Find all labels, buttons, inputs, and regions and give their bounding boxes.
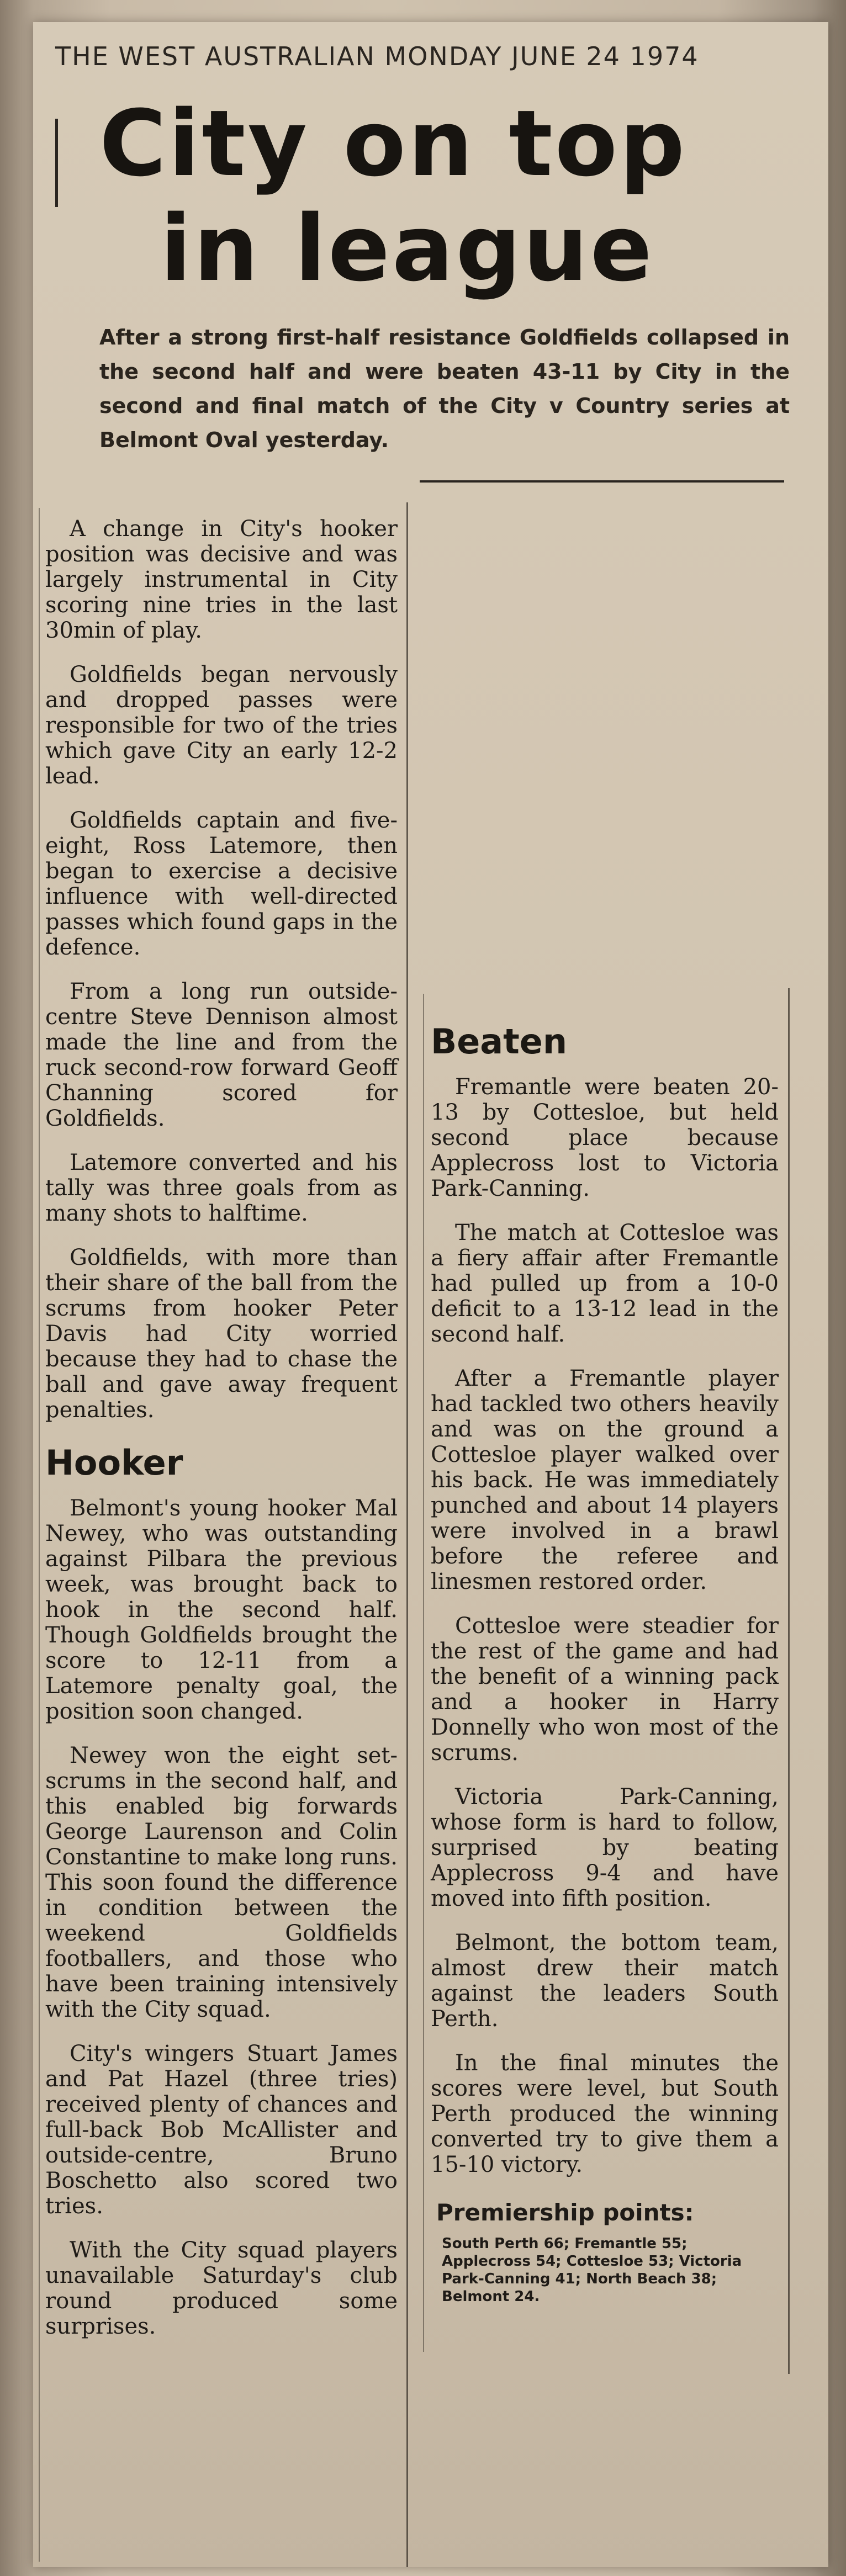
article-column-2 xyxy=(431,1016,779,2305)
paragraph: Belmont's young hooker Mal Newey, who was outstanding against Pilbara the previous week, was brought back to hook in the second half. Though Goldfields brought the score to 12-11 from a Latemore penalty goal, the position soon changed. xyxy=(45,1496,398,1724)
subhead-hooker: Hooker xyxy=(45,1443,183,1483)
paragraph: After a Fremantle player had tackled two others heavily and was on the ground a Cottesloe player walked over his back. He was immediately punched and about 14 players were involved in a brawl before the referee and linesmen restored order. xyxy=(431,1366,779,1594)
column-divider xyxy=(406,502,408,2567)
premiership-points-label: Premiership points: xyxy=(436,2199,694,2226)
subhead-beaten: Beaten xyxy=(431,1021,567,1062)
headline-line-1: City on top xyxy=(99,91,688,197)
column-2-left-rule xyxy=(423,994,424,2352)
paragraph: Cottesloe were steadier for the rest of the game and had the benefit of a winning pack and a hooker in Harry Donnelly who won most of the scrums. xyxy=(431,1613,779,1766)
paragraph: The match at Cottesloe was a fiery affair after Fremantle had pulled up from a 10-0 deficit to a 13-12 lead in the second half. xyxy=(431,1220,779,1347)
paragraph: Victoria Park-Canning, whose form is hard to follow, surprised by beating Applecross 9-4 and have moved into fifth position. xyxy=(431,1784,779,1911)
paragraph: Newey won the eight set-scrums in the second half, and this enabled big forwards George Laurenson and Colin Constantine to make long runs. This soon found the difference in condition between the weekend Goldfields footballers, and those who have been training intensively with the City squad. xyxy=(45,1743,398,2022)
standfirst-rule xyxy=(420,480,784,483)
column-1-left-rule xyxy=(39,508,40,2562)
paragraph: From a long run outside-centre Steve Dennison almost made the line and from the ruck second-row forward Geoff Channing scored for Goldfields. xyxy=(45,979,398,1131)
headline-rule xyxy=(55,119,58,207)
column-2-right-rule xyxy=(788,988,790,2374)
article-column-1 xyxy=(45,516,398,2358)
paragraph: City's wingers Stuart James and Pat Hazel (three tries) received plenty of chances and full-back Bob McAllister and outside-centre, Bruno Boschetto also scored two tries. xyxy=(45,2041,398,2219)
headline xyxy=(61,91,779,301)
paragraph: Fremantle were beaten 20-13 by Cottesloe, but held second place because Applecross lost to Victoria Park-Canning. xyxy=(431,1074,779,1201)
paragraph: A change in City's hooker position was decisive and was largely instrumental in City scoring nine tries in the last 30min of play. xyxy=(45,516,398,643)
standfirst: After a strong first-half resistance Goldfields collapsed in the second half and were beaten 43-11 by City in the second and final match of the City v Country series at Belmont Oval yesterday. xyxy=(99,325,790,452)
paragraph: Latemore converted and his tally was three goals from as many shots to halftime. xyxy=(45,1150,398,1226)
headline-line-2: in league xyxy=(160,195,654,301)
masthead: THE WEST AUSTRALIAN MONDAY JUNE 24 1974 xyxy=(55,41,699,71)
paragraph: Goldfields began nervously and dropped passes were responsible for two of the tries which gave City an early 12-2 lead. xyxy=(45,662,398,789)
paragraph: Goldfields, with more than their share of the ball from the scrums from hooker Peter Davis had City worried because they had to chase the ball and gave away frequent penalties. xyxy=(45,1245,398,1423)
paragraph: Goldfields captain and five-eight, Ross Latemore, then began to exercise a decisive influence with well-directed passes which found gaps in the defence. xyxy=(45,808,398,960)
paragraph: In the final minutes the scores were level, but South Perth produced the winning converted try to give them a 15-10 victory. xyxy=(431,2050,779,2177)
paragraph: Belmont, the bottom team, almost drew their match against the leaders South Perth. xyxy=(431,1930,779,2032)
premiership-points-table: South Perth 66; Fremantle 55; Applecross 54; Cottesloe 53; Victoria Park-Canning 41; North Beach 38; Belmont 24. xyxy=(442,2235,742,2305)
paragraph: With the City squad players unavailable Saturday's club round produced some surprises. xyxy=(45,2238,398,2339)
